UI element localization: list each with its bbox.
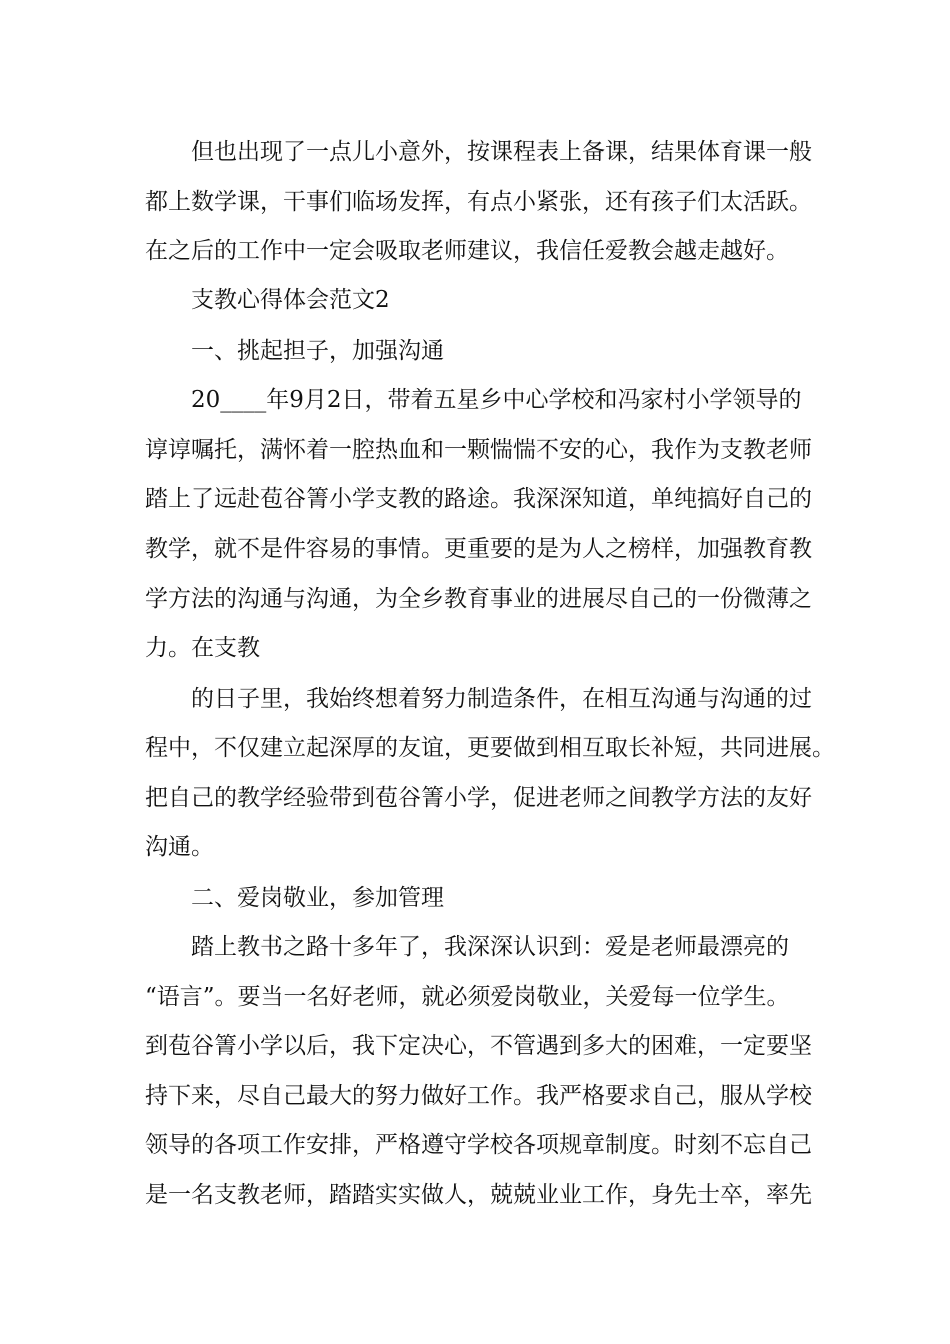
paragraph-line: 但也出现了一点儿小意外，按课程表上备课，结果体育课一般: [191, 139, 812, 165]
paragraph-line: 都上数学课，干事们临场发挥，有点小紧张，还有孩子们太活跃。: [145, 189, 812, 215]
paragraph-line: 沟通。: [145, 834, 214, 860]
paragraph-line: 在之后的工作中一定会吸取老师建议，我信任爱教会越走越好。: [145, 238, 789, 264]
paragraph-line: 踏上教书之路十多年了，我深深认识到：爱是老师最漂亮的: [191, 934, 789, 960]
paragraph-line: 20____年9月2日，带着五星乡中心学校和冯家村小学领导的: [191, 387, 802, 413]
paragraph-line: 学方法的沟通与沟通，为全乡教育事业的进展尽自己的一份微薄之: [145, 586, 812, 612]
section-title: 支教心得体会范文2: [191, 287, 390, 313]
paragraph-line: 踏上了远赴苞谷箐小学支教的路途。我深深知道，单纯搞好自己的: [145, 486, 812, 512]
paragraph-line: 谆谆嘱托，满怀着一腔热血和一颗惴惴不安的心，我作为支教老师: [145, 437, 812, 463]
paragraph-line: 教学，就不是件容易的事情。更重要的是为人之榜样，加强教育教: [145, 536, 812, 562]
paragraph-line: 持下来，尽自己最大的努力做好工作。我严格要求自己，服从学校: [145, 1083, 812, 1109]
paragraph-line: 的日子里，我始终想着努力制造条件，在相互沟通与沟通的过: [191, 686, 812, 712]
paragraph-line: 力。在支教: [145, 635, 260, 661]
paragraph-line: 把自己的教学经验带到苞谷箐小学，促进老师之间教学方法的友好: [145, 785, 812, 811]
paragraph-line: “语言”。要当一名好老师，就必须爱岗敬业，关爱每一位学生。: [145, 984, 790, 1010]
section-heading: 二、爱岗敬业，参加管理: [191, 885, 444, 911]
paragraph-line: 到苞谷箐小学以后，我下定决心，不管遇到多大的困难，一定要坚: [145, 1033, 812, 1059]
paragraph-line: 是一名支教老师，踏踏实实做人，兢兢业业工作，身先士卒，率先: [145, 1182, 812, 1208]
paragraph-line: 程中，不仅建立起深厚的友谊，更要做到相互取长补短，共同进展。: [145, 735, 835, 761]
paragraph-line: 领导的各项工作安排，严格遵守学校各项规章制度。时刻不忘自己: [145, 1132, 812, 1158]
section-heading: 一、挑起担子，加强沟通: [191, 338, 444, 364]
